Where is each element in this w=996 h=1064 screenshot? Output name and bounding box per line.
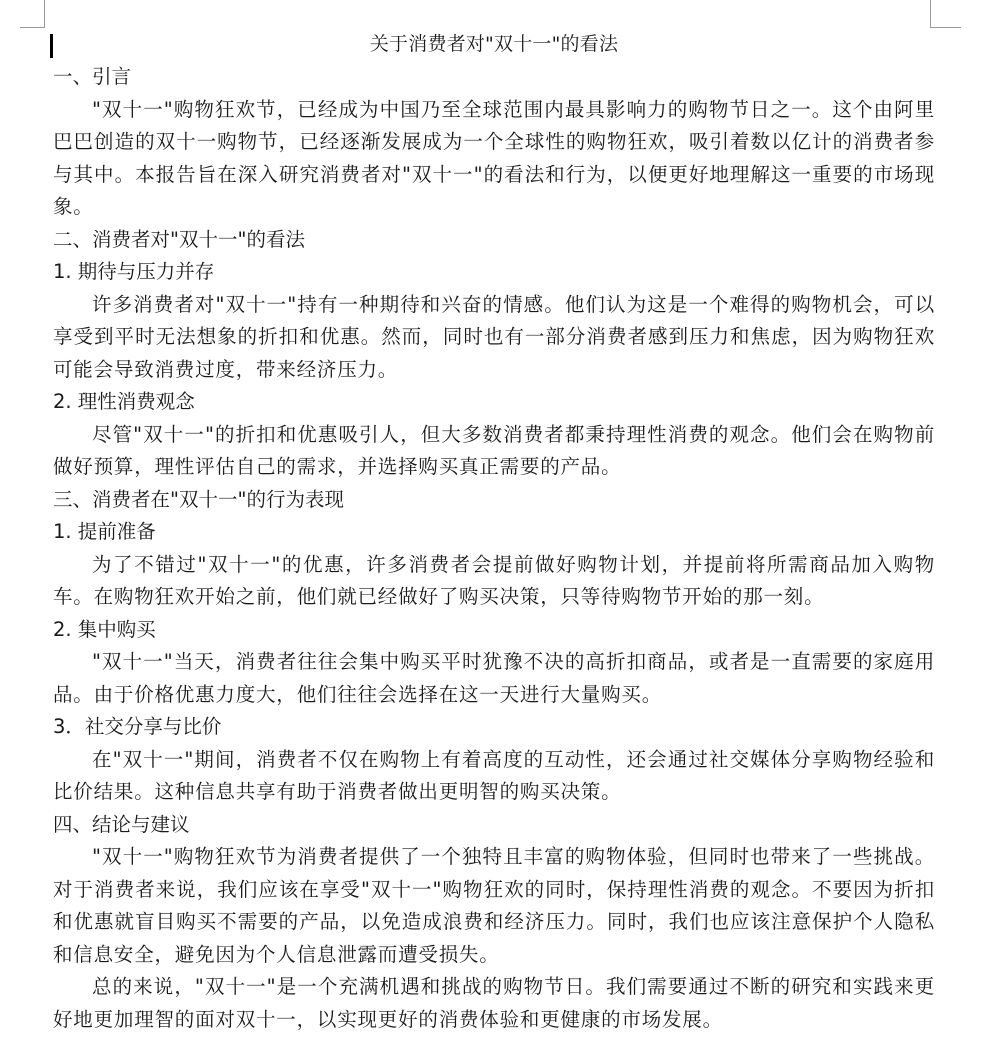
paragraph-concentrated-purchase: "双十一"当天，消费者往往会集中购买平时犹豫不决的高折扣商品，或者是一直需要的家庭用品。由于价格优惠力度大，他们往往会选择在这一天进行大量购买。: [53, 650, 935, 706]
subheading-concentrated-purchase: 2. 集中购买: [53, 617, 156, 641]
paragraph-introduction: "双十一"购物狂欢节，已经成为中国乃至全球范围内最具影响力的购物节日之一。这个由阿里巴巴创造的双十一购物节，已经逐渐发展成为一个全球性的购物狂欢，吸引着数以亿计的消费者参与其中。本报告旨在深入研究消费者对"双十一"的看法和行为，以便更好地理解这一重要的市场现象。: [53, 97, 935, 218]
subheading-social-sharing: 3．社交分享与比价: [53, 715, 222, 738]
paragraph-social-sharing: 在"双十一"期间，消费者不仅在购物上有着高度的互动性，还会通过社交媒体分享购物经验和比价结果。这种信息共享有助于消费者做出更明智的购买决策。: [53, 747, 935, 803]
section-heading-consumer-views: 二、消费者对"双十一"的看法: [53, 227, 305, 251]
subheading-advance-preparation: 1. 提前准备: [53, 520, 156, 543]
subheading-expectation-and-pressure: 1. 期待与压力并存: [53, 260, 215, 283]
paragraph-conclusion: "双十一"购物狂欢节为消费者提供了一个独特且丰富的购物体验，但同时也带来了一些挑战。对于消费者来说，我们应该在享受"双十一"购物狂欢的同时，保持理性消费的观念。不要因为折扣和优惠就盲目购买不需要的产品，以免造成浪费和经济压力。同时，我们也应该注意保护个人隐私和信息安全，避免因为个人信息泄露而遭受损失。: [53, 845, 935, 966]
crop-mark-top-left: [20, 0, 45, 28]
section-heading-introduction: 一、引言: [53, 65, 132, 88]
paragraph-advance-preparation: 为了不错过"双十一"的优惠，许多消费者会提前做好购物计划，并提前将所需商品加入购物车。在购物狂欢开始之前，他们就已经做好了购买决策，只等待购物节开始的那一刻。: [53, 552, 935, 608]
subheading-rational-consumption: 2. 理性消费观念: [53, 390, 195, 413]
section-heading-conclusion: 四、结论与建议: [53, 812, 190, 836]
document-body[interactable]: [53, 28, 935, 1036]
document-title: 关于消费者对"双十一"的看法: [369, 33, 619, 55]
crop-mark-top-right: [930, 0, 961, 28]
paragraph-expectation-and-pressure: 许多消费者对"双十一"持有一种期待和兴奋的情感。他们认为这是一个难得的购物机会，可以享受到平时无法想象的折扣和优惠。然而，同时也有一部分消费者感到压力和焦虑，因为购物狂欢可能会导致消费过度，带来经济压力。: [53, 292, 935, 381]
section-heading-consumer-behavior: 三、消费者在"双十一"的行为表现: [53, 487, 344, 511]
paragraph-summary: 总的来说，"双十一"是一个充满机遇和挑战的购物节日。我们需要通过不断的研究和实践来更好地更加理智的面对双十一，以实现更好的消费体验和更健康的市场发展。: [53, 975, 935, 1031]
paragraph-rational-consumption: 尽管"双十一"的折扣和优惠吸引人，但大多数消费者都秉持理性消费的观念。他们会在购物前做好预算，理性评估自己的需求，并选择购买真正需要的产品。: [53, 422, 935, 478]
